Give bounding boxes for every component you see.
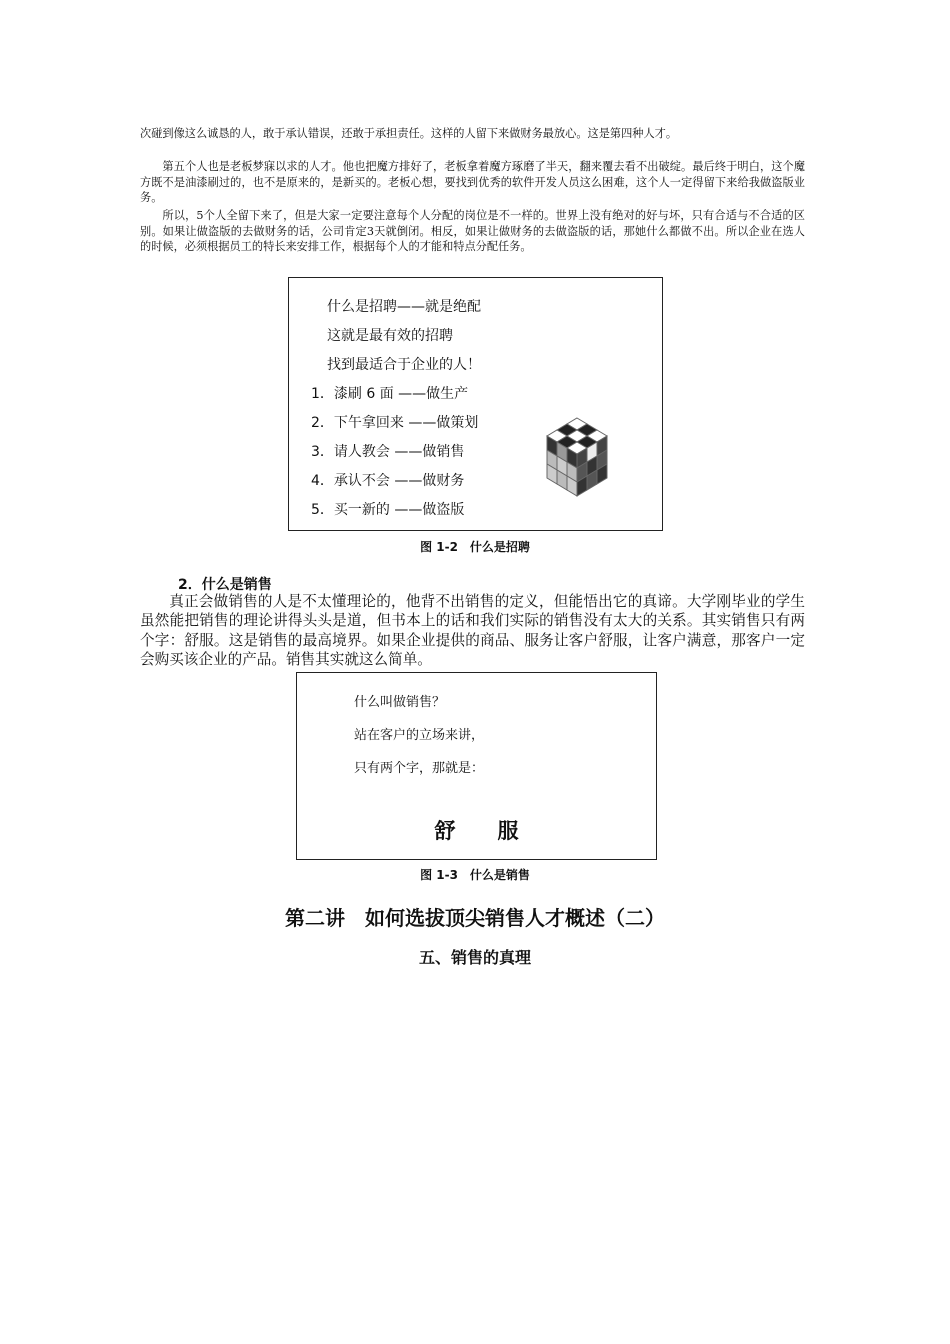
figure-line: 站在客户的立场来讲， bbox=[354, 728, 485, 743]
figure-list-item: 2．下午拿回来 ——做策划 bbox=[311, 415, 479, 431]
figure-caption: 图 1-3 什么是销售 bbox=[420, 868, 530, 882]
section-heading: 2．什么是销售 bbox=[178, 577, 272, 593]
figure-line: 找到最适合于企业的人！ bbox=[327, 357, 481, 373]
figure-line: 这就是最有效的招聘 bbox=[327, 328, 453, 344]
figure-line: 只有两个字，那就是： bbox=[354, 761, 485, 776]
figure-list-item: 4．承认不会 ——做财务 bbox=[311, 473, 465, 489]
body-paragraph: 所以，5个人全留下来了，但是大家一定要注意每个人分配的岗位是不一样的。世界上没有绝对的好与坏，只有合适与不合适的区别。如果让做盗版的去做财务的话，公司肯定3天就倒闭。相反，如果让做财务的去做盗版的话，那她什么都做不出。所以企业在选人的时候，必须根据员工的特长来安排工作，根据每个人的才能和特点分配任务。 bbox=[140, 209, 805, 254]
body-paragraph: 第五个人也是老板梦寐以求的人才。他也把魔方排好了，老板拿着魔方琢磨了半天，翻来覆去看不出破绽。最后终于明白，这个魔方既不是油漆刷过的，也不是原来的，是新买的。老板心想，要找到优秀的软件开发人员这么困难，这个人一定得留下来给我做盗版业务。 bbox=[140, 160, 805, 205]
figure-line: 什么是招聘——就是绝配 bbox=[327, 299, 481, 315]
figure-recruitment bbox=[288, 277, 663, 531]
section-title: 五、销售的真理 bbox=[418, 948, 531, 967]
figure-list-item: 5．买一新的 ——做盗版 bbox=[311, 502, 465, 518]
figure-sales bbox=[296, 672, 657, 860]
figure-list-item: 3．请人教会 ——做销售 bbox=[311, 444, 465, 460]
figure-line: 什么叫做销售？ bbox=[354, 695, 446, 710]
figure-caption: 图 1-2 什么是招聘 bbox=[420, 540, 530, 554]
figure-big-text: 舒服 bbox=[434, 819, 561, 843]
lecture-title: 第二讲 如何选拔顶尖销售人才概述（二） bbox=[285, 906, 665, 930]
body-paragraph: 真正会做销售的人是不太懂理论的，他背不出销售的定义，但能悟出它的真谛。大学刚毕业的学生虽然能把销售的理论讲得头头是道，但书本上的话和我们实际的销售没有太大的关系。其实销售只有两个字：舒服。这是销售的最高境界。如果企业提供的商品、服务让客户舒服，让客户满意，那客户一定会购买该企业的产品。销售其实就这么简单。 bbox=[140, 593, 805, 669]
body-paragraph: 次碰到像这么诚恳的人，敢于承认错误，还敢于承担责任。这样的人留下来做财务最放心。这是第四种人才。 bbox=[140, 127, 678, 140]
figure-list-item: 1．漆刷 6 面 ——做生产 bbox=[311, 386, 469, 402]
rubiks-cube-icon bbox=[527, 416, 627, 508]
